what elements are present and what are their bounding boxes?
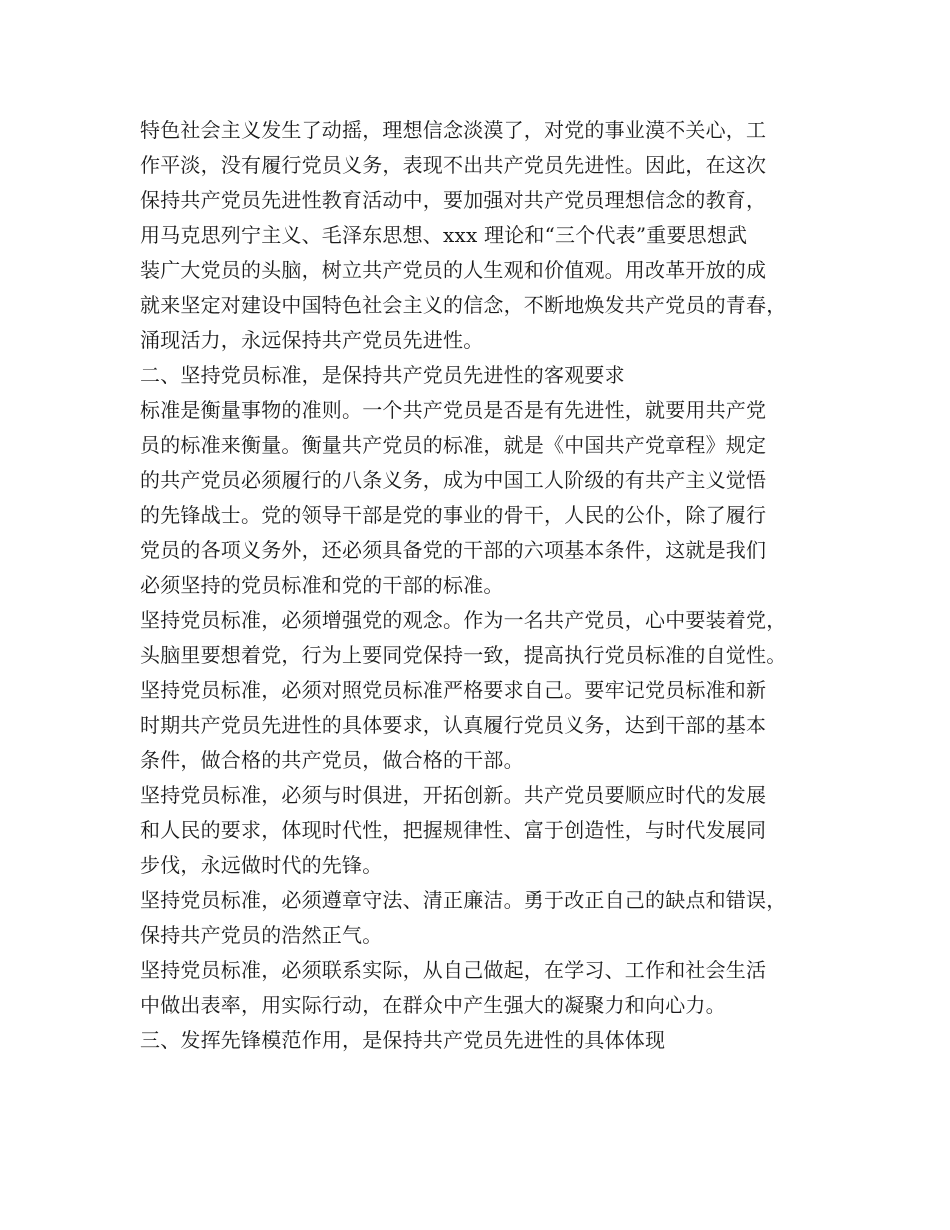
- text-line: 坚持党员标准，必须与时俱进，开拓创新。共产党员要顺应时代的发展: [140, 783, 767, 807]
- text-line: 特色社会主义发生了动摇，理想信念淡漠了，对党的事业漠不关心，工: [140, 118, 767, 142]
- text-line: 保持共产党员先进性教育活动中，要加强对共产党员理想信念的教育，: [140, 188, 767, 212]
- text-line: 员的标准来衡量。衡量共产党员的标准，就是《中国共产党章程》规定: [140, 433, 767, 457]
- section-heading: 三、发挥先锋模范作用，是保持共产党员先进性的具体体现: [140, 1028, 666, 1052]
- text-line: 作平淡，没有履行党员义务，表现不出共产党员先进性。因此，在这次: [140, 153, 767, 177]
- text-line: 坚持党员标准，必须联系实际，从自己做起，在学习、工作和社会生活: [140, 958, 767, 982]
- text-line: 标准是衡量事物的准则。一个共产党员是否是有先进性，就要用共产党: [140, 398, 767, 422]
- text-line: 装广大党员的头脑，树立共产党员的人生观和价值观。用改革开放的成: [140, 258, 767, 282]
- text-line: 坚持党员标准，必须对照党员标准严格要求自己。要牢记党员标准和新: [140, 678, 767, 702]
- text-line: 的先锋战士。党的领导干部是党的事业的骨干，人民的公仆，除了履行: [140, 503, 767, 527]
- document-body: [140, 113, 830, 1058]
- text-line: 的共产党员必须履行的八条义务，成为中国工人阶级的有共产主义觉悟: [140, 468, 767, 492]
- text-line: 就来坚定对建设中国特色社会主义的信念，不断地焕发共产党员的青春，: [140, 293, 787, 317]
- text-line: 和人民的要求，体现时代性，把握规律性、富于创造性，与时代发展同: [140, 818, 767, 842]
- text-line: 必须坚持的党员标准和党的干部的标准。: [140, 573, 504, 597]
- text-line: 步伐，永远做时代的先锋。: [140, 853, 383, 877]
- text-line: 时期共产党员先进性的具体要求，认真履行党员义务，达到干部的基本: [140, 713, 767, 737]
- section-heading: 二、坚持党员标准，是保持共产党员先进性的客观要求: [140, 363, 625, 387]
- text-line: 条件，做合格的共产党员，做合格的干部。: [140, 748, 524, 772]
- text-line: 坚持党员标准，必须增强党的观念。作为一名共产党员，心中要装着党，: [140, 608, 787, 632]
- text-line: 中做出表率，用实际行动，在群众中产生强大的凝聚力和向心力。: [140, 993, 726, 1017]
- text-line: 党员的各项义务外，还必须具备党的干部的六项基本条件，这就是我们: [140, 538, 767, 562]
- text-line: 用马克思列宁主义、毛泽东思想、xxx 理论和“三个代表”重要思想武: [140, 223, 748, 247]
- text-line: 坚持党员标准，必须遵章守法、清正廉洁。勇于改正自己的缺点和错误，: [140, 888, 787, 912]
- text-line: 头脑里要想着党，行为上要同党保持一致，提高执行党员标准的自觉性。: [140, 643, 787, 667]
- text-line: 保持共产党员的浩然正气。: [140, 923, 383, 947]
- text-line: 涌现活力，永远保持共产党员先进性。: [140, 328, 484, 352]
